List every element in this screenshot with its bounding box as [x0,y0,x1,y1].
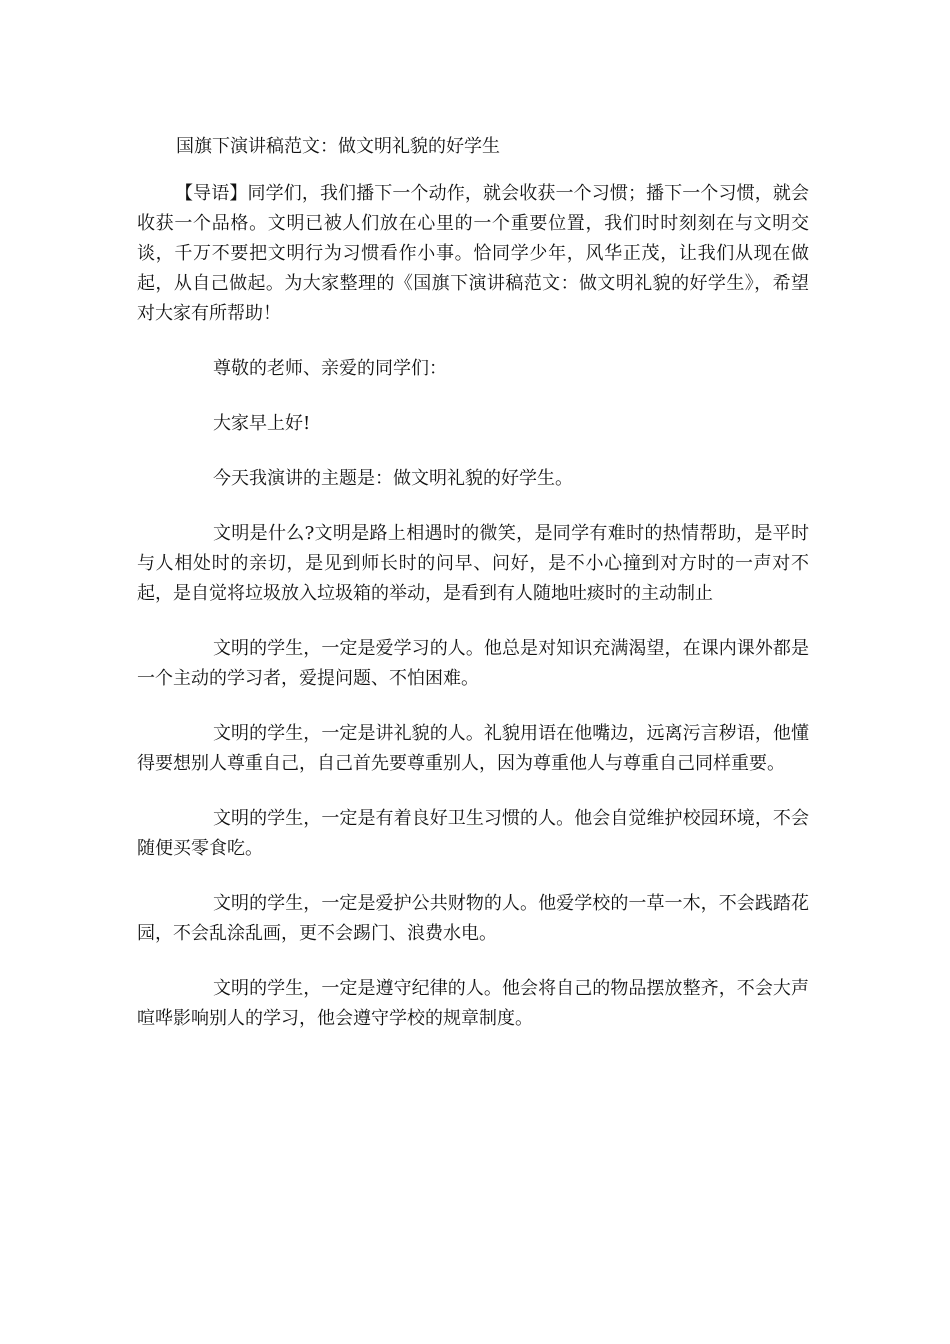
intro-paragraph: 【导语】同学们，我们播下一个动作，就会收获一个习惯；播下一个习惯，就会收获一个品格。文明已被人们放在心里的一个重要位置，我们时时刻刻在与文明交谈，千万不要把文明行为习惯看作小事。恰同学少年，风华正茂，让我们从现在做起，从自己做起。为大家整理的《国旗下演讲稿范文：做文明礼貌的好学生》，希望对大家有所帮助！ [137,183,809,324]
body-paragraph: 文明的学生，一定是遵守纪律的人。他会将自己的物品摆放整齐，不会大声喧哗影响别人的学习，他会遵守学校的规章制度。 [137,978,809,1029]
body-paragraph: 文明的学生，一定是爱学习的人。他总是对知识充满渴望，在课内课外都是一个主动的学习者，爱提问题、不怕困难。 [137,638,809,689]
topic-statement: 今天我演讲的主题是：做文明礼貌的好学生。 [213,468,573,489]
greeting: 大家早上好! [213,413,311,434]
document-title: 国旗下演讲稿范文：做文明礼貌的好学生 [176,136,500,157]
body-paragraph: 文明的学生，一定是有着良好卫生习惯的人。他会自觉维护校园环境，不会随便买零食吃。 [137,808,809,859]
body-paragraph: 文明的学生，一定是讲礼貌的人。礼貌用语在他嘴边，远离污言秽语，他懂得要想别人尊重自己，自己首先要尊重别人，因为尊重他人与尊重自己同样重要。 [137,723,809,774]
body-paragraph: 文明的学生，一定是爱护公共财物的人。他爱学校的一草一木，不会践踏花园，不会乱涂乱画，更不会踢门、浪费水电。 [137,893,809,944]
document-body [137,132,809,1059]
salutation: 尊敬的老师、亲爱的同学们： [213,358,447,379]
body-paragraph: 文明是什么?文明是路上相遇时的微笑，是同学有难时的热情帮助，是平时与人相处时的亲切，是见到师长时的问早、问好，是不小心撞到对方时的一声对不起，是自觉将垃圾放入垃圾箱的举动，是看到有人随地吐痰时的主动制止 [137,523,809,604]
